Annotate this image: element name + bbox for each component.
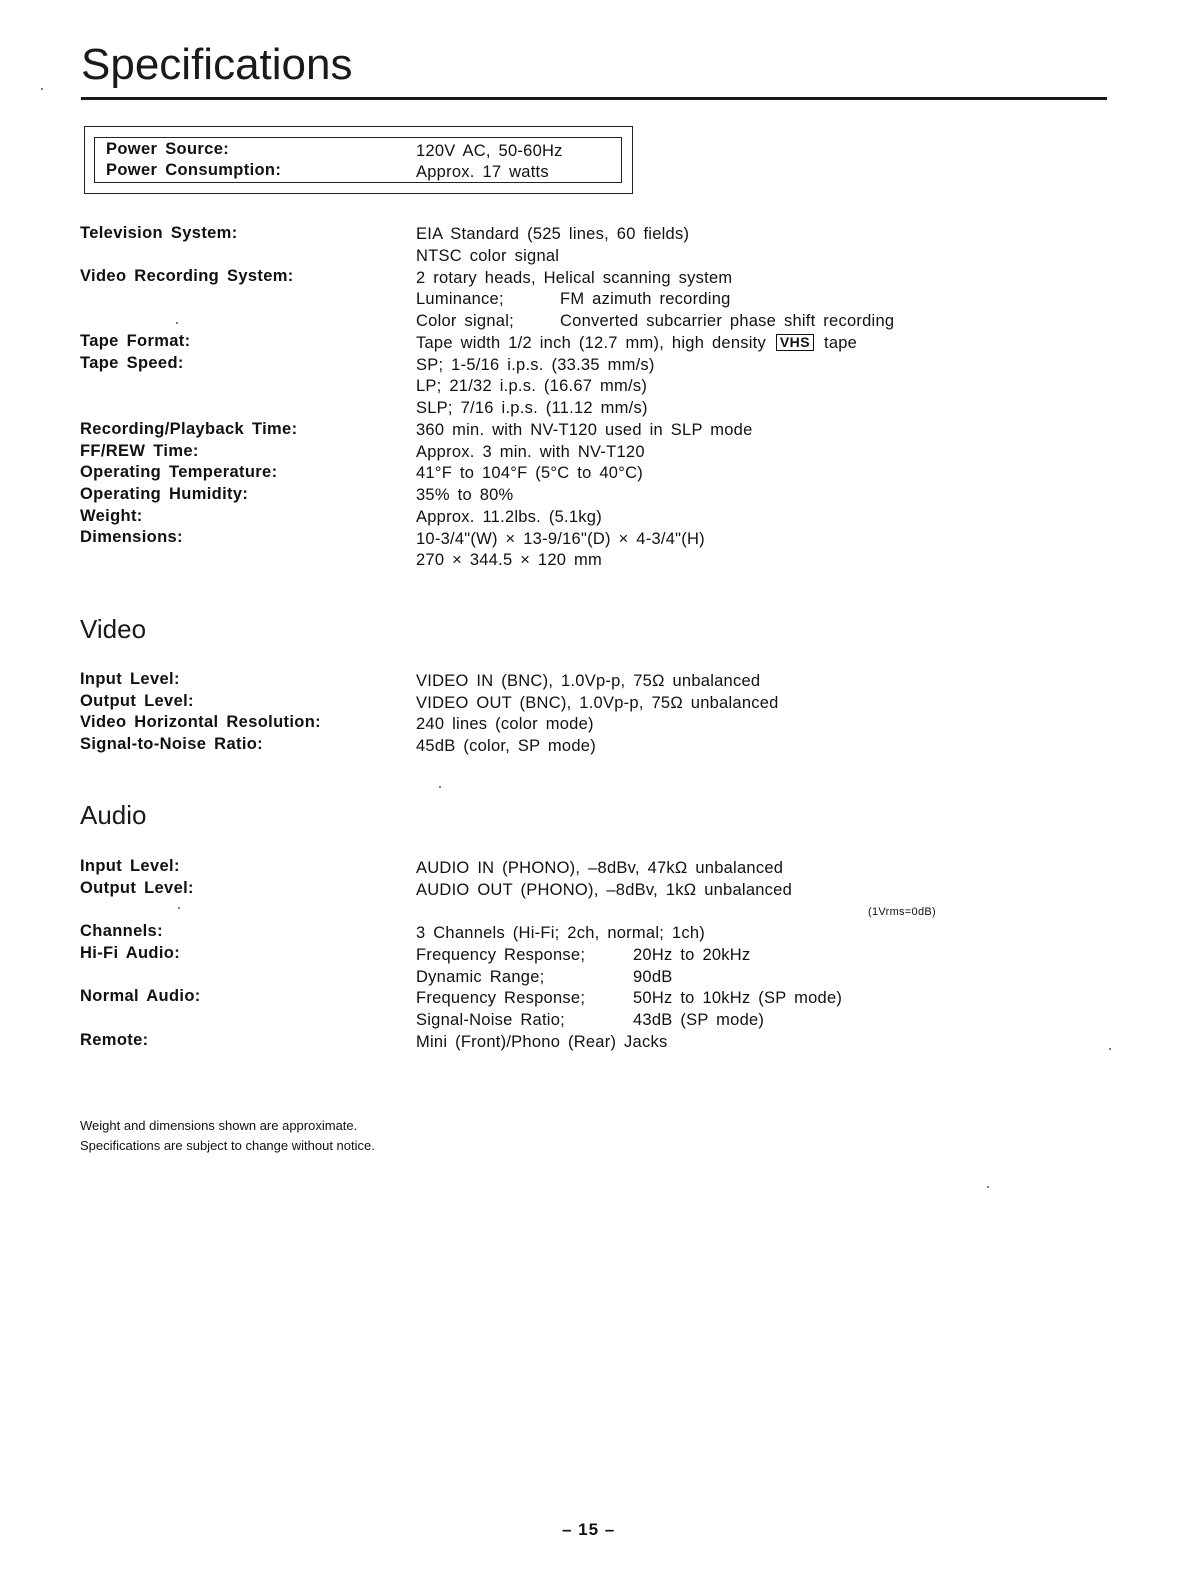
footer-note-subject-to-change: Specifications are subject to change without notice.	[80, 1138, 375, 1153]
hifi-dynamic-range-value: 90dB	[633, 968, 673, 986]
power-consumption-value: Approx. 17 watts	[416, 163, 549, 181]
power-consumption-label: Power Consumption:	[106, 161, 282, 179]
dimensions-value-mm: 270 × 344.5 × 120 mm	[416, 551, 603, 569]
operating-temperature-label: Operating Temperature:	[80, 463, 278, 481]
dimensions-label: Dimensions:	[80, 528, 183, 546]
rec-time-label: Recording/Playback Time:	[80, 420, 298, 438]
weight-value: Approx. 11.2lbs. (5.1kg)	[416, 508, 602, 526]
audio-section-heading: Audio	[80, 800, 147, 830]
video-input-level-label: Input Level:	[80, 670, 180, 688]
weight-label: Weight:	[80, 507, 143, 525]
normal-snr-key: Signal-Noise Ratio;	[416, 1011, 565, 1029]
color-signal-key: Color signal;	[416, 312, 514, 330]
scan-speck	[41, 88, 43, 90]
tape-speed-slp: SLP; 7/16 i.p.s. (11.12 mm/s)	[416, 399, 648, 417]
power-source-value: 120V AC, 50-60Hz	[416, 142, 563, 160]
video-recording-label: Video Recording System:	[80, 267, 294, 285]
scan-speck	[178, 907, 180, 909]
hifi-dynamic-range-key: Dynamic Range;	[416, 968, 545, 986]
tape-speed-label: Tape Speed:	[80, 354, 184, 372]
channels-value: 3 Channels (Hi-Fi; 2ch, normal; 1ch)	[416, 924, 706, 942]
tv-system-label: Television System:	[80, 224, 238, 242]
video-resolution-label: Video Horizontal Resolution:	[80, 713, 321, 731]
hifi-frequency-key: Frequency Response;	[416, 946, 586, 964]
video-input-level-value: VIDEO IN (BNC), 1.0Vp-p, 75Ω unbalanced	[416, 672, 761, 690]
hifi-audio-label: Hi-Fi Audio:	[80, 944, 181, 962]
color-signal-value: Converted subcarrier phase shift recording	[560, 312, 895, 330]
video-section-heading: Video	[80, 614, 147, 644]
remote-label: Remote:	[80, 1031, 149, 1049]
channels-label: Channels:	[80, 922, 163, 940]
dimensions-value-inches: 10-3/4"(W) × 13-9/16"(D) × 4-3/4"(H)	[416, 530, 705, 548]
normal-frequency-key: Frequency Response;	[416, 989, 586, 1007]
operating-temperature-value: 41°F to 104°F (5°C to 40°C)	[416, 464, 643, 482]
title-rule	[81, 97, 1107, 100]
scan-speck	[987, 1186, 989, 1188]
tape-speed-lp: LP; 21/32 i.p.s. (16.67 mm/s)	[416, 377, 648, 395]
hifi-frequency-value: 20Hz to 20kHz	[633, 946, 751, 964]
video-output-level-value: VIDEO OUT (BNC), 1.0Vp-p, 75Ω unbalanced	[416, 694, 779, 712]
audio-input-level-value: AUDIO IN (PHONO), –8dBv, 47kΩ unbalanced	[416, 859, 784, 877]
rec-time-value: 360 min. with NV-T120 used in SLP mode	[416, 421, 753, 439]
scan-speck	[176, 322, 178, 324]
tv-system-value-2: NTSC color signal	[416, 247, 560, 265]
tape-speed-sp: SP; 1-5/16 i.p.s. (33.35 mm/s)	[416, 356, 655, 374]
tape-format-suffix: tape	[823, 334, 858, 352]
remote-value: Mini (Front)/Phono (Rear) Jacks	[416, 1033, 668, 1051]
audio-reference-note: (1Vrms=0dB)	[868, 906, 936, 918]
ffrew-time-label: FF/REW Time:	[80, 442, 199, 460]
operating-humidity-label: Operating Humidity:	[80, 485, 249, 503]
audio-output-level-value: AUDIO OUT (PHONO), –8dBv, 1kΩ unbalanced	[416, 881, 793, 899]
power-source-label: Power Source:	[106, 140, 230, 158]
video-snr-value: 45dB (color, SP mode)	[416, 737, 596, 755]
footer-note-approximate: Weight and dimensions shown are approximate.	[80, 1118, 358, 1133]
video-recording-value: 2 rotary heads, Helical scanning system	[416, 269, 733, 287]
page-number: – 15 –	[562, 1520, 616, 1539]
tv-system-value-1: EIA Standard (525 lines, 60 fields)	[416, 225, 690, 243]
luminance-key: Luminance;	[416, 290, 504, 308]
normal-frequency-value: 50Hz to 10kHz (SP mode)	[633, 989, 843, 1007]
tape-format-value	[416, 333, 857, 355]
normal-snr-value: 43dB (SP mode)	[633, 1011, 765, 1029]
video-resolution-value: 240 lines (color mode)	[416, 715, 594, 733]
page-title: Specifications	[81, 40, 353, 89]
vhs-logo: VHS	[776, 334, 814, 351]
operating-humidity-value: 35% to 80%	[416, 486, 514, 504]
scan-speck	[1109, 1048, 1111, 1050]
ffrew-time-value: Approx. 3 min. with NV-T120	[416, 443, 645, 461]
normal-audio-label: Normal Audio:	[80, 987, 201, 1005]
video-snr-label: Signal-to-Noise Ratio:	[80, 735, 264, 753]
tape-format-label: Tape Format:	[80, 332, 191, 350]
video-output-level-label: Output Level:	[80, 692, 194, 710]
scan-speck	[439, 786, 441, 788]
tape-format-text: Tape width 1/2 inch (12.7 mm), high density	[416, 334, 766, 352]
audio-output-level-label: Output Level:	[80, 879, 194, 897]
audio-input-level-label: Input Level:	[80, 857, 180, 875]
luminance-value: FM azimuth recording	[560, 290, 731, 308]
